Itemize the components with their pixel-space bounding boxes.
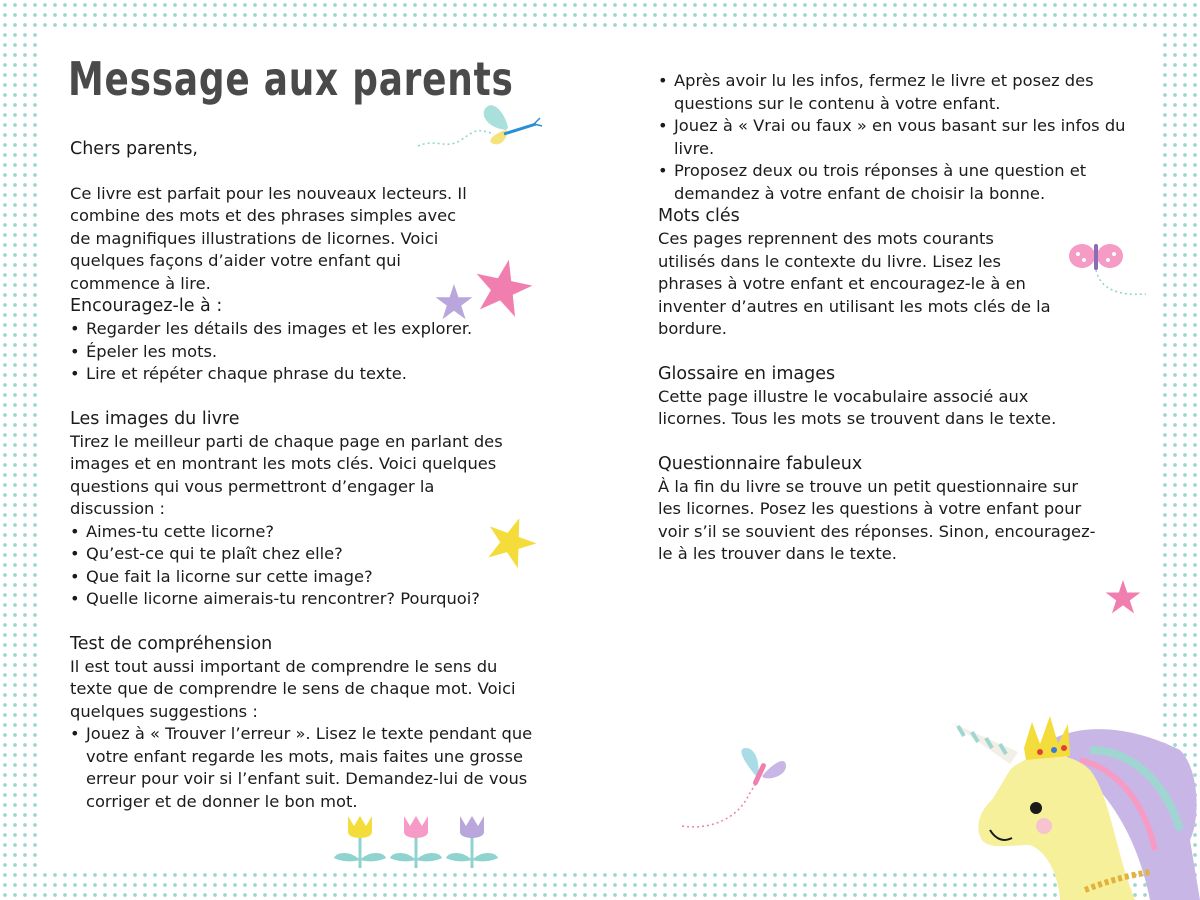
list-item: • Épeler les mots.	[70, 341, 560, 364]
tulip-icon	[388, 814, 448, 868]
keywords-heading: Mots clés	[658, 206, 740, 226]
star-icon	[484, 514, 538, 568]
tulip-icon	[444, 814, 504, 868]
list-item: • Jouez à « Trouver l’erreur ». Lisez le texte pendant que votre enfant regarde les mots, mais faites une grosse erreur pour voir si l’enfant suit. Demandez-lui de vous corriger et de donner le bon mot.	[70, 723, 560, 813]
images-heading: Les images du livre	[70, 408, 240, 429]
tulip-icon	[332, 814, 392, 868]
encourage-list	[70, 318, 560, 386]
glossary-heading: Glossaire en images	[658, 363, 836, 384]
list-item: • Lire et répéter chaque phrase du texte.	[70, 363, 560, 386]
list-item: • Quelle licorne aimerais-tu rencontrer? Pourquoi?	[70, 588, 560, 611]
quiz-heading: Questionnaire fabuleux	[658, 453, 863, 474]
keywords-section	[658, 205, 1053, 341]
test-heading: Test de compréhension	[70, 633, 273, 654]
page-title: Message aux parents	[68, 52, 514, 106]
star-icon	[1104, 578, 1142, 616]
list-item: • Que fait la licorne sur cette image?	[70, 566, 560, 589]
test-section	[70, 633, 560, 814]
unicorn-illustration	[940, 700, 1200, 900]
butterfly-icon	[416, 98, 546, 153]
test-list-continued	[658, 70, 1153, 205]
images-section	[70, 408, 560, 611]
quiz-section	[658, 453, 1098, 566]
list-item: • Regarder les détails des images et les explorer.	[70, 318, 560, 341]
list-item: • Jouez à « Vrai ou faux » en vous basant sur les infos du livre.	[658, 115, 1153, 160]
butterfly-icon	[1066, 238, 1150, 310]
star-icon	[472, 256, 534, 318]
encourage-heading: Encouragez-le à :	[70, 296, 223, 316]
right-column	[658, 70, 1153, 566]
test-paragraph: Il est tout aussi important de comprendre le sens du texte que de comprendre le sens de chaque mot. Voici quelques suggestions :	[70, 656, 516, 721]
glossary-paragraph: Cette page illustre le vocabulaire associé aux licornes. Tous les mots se trouvent dans le texte.	[658, 386, 1057, 428]
list-item: • Qu’est-ce qui te plaît chez elle?	[70, 543, 560, 566]
left-column	[70, 138, 560, 813]
list-item: • Après avoir lu les infos, fermez le livre et posez des questions sur le contenu à votre enfant.	[658, 70, 1094, 115]
keywords-paragraph: Ces pages reprennent des mots courants utilisés dans le contexte du livre. Lisez les phrases à votre enfant et encouragez-le à en inventer d’autres en utilisant les mots clés de la bordure.	[658, 229, 1051, 338]
intro-paragraph: Ce livre est parfait pour les nouveaux lecteurs. Il combine des mots et des phrases simples avec de magnifiques illustrations de licornes. Voici quelques façons d’aider votre enfant qui commence à lire.	[70, 183, 467, 293]
star-icon	[434, 282, 474, 322]
list-item: • Aimes-tu cette licorne?	[70, 521, 560, 544]
glossary-section	[658, 363, 1098, 431]
quiz-paragraph: À la fin du livre se trouve un petit questionnaire sur les licornes. Posez les questions à votre enfant pour voir s’il se souvient des réponses. Sinon, encouragez-le à les trouver dans le texte.	[658, 476, 1096, 563]
test-list	[70, 723, 560, 813]
images-paragraph: Tirez le meilleur parti de chaque page en parlant des images et en montrant les mots clés. Voici quelques questions qui vous permettront d’engager la discussion :	[70, 431, 503, 518]
greeting: Chers parents,	[70, 139, 198, 159]
list-item: • Proposez deux ou trois réponses à une question et demandez à votre enfant de choisir la bonne.	[658, 160, 1094, 205]
butterfly-icon	[678, 740, 798, 830]
